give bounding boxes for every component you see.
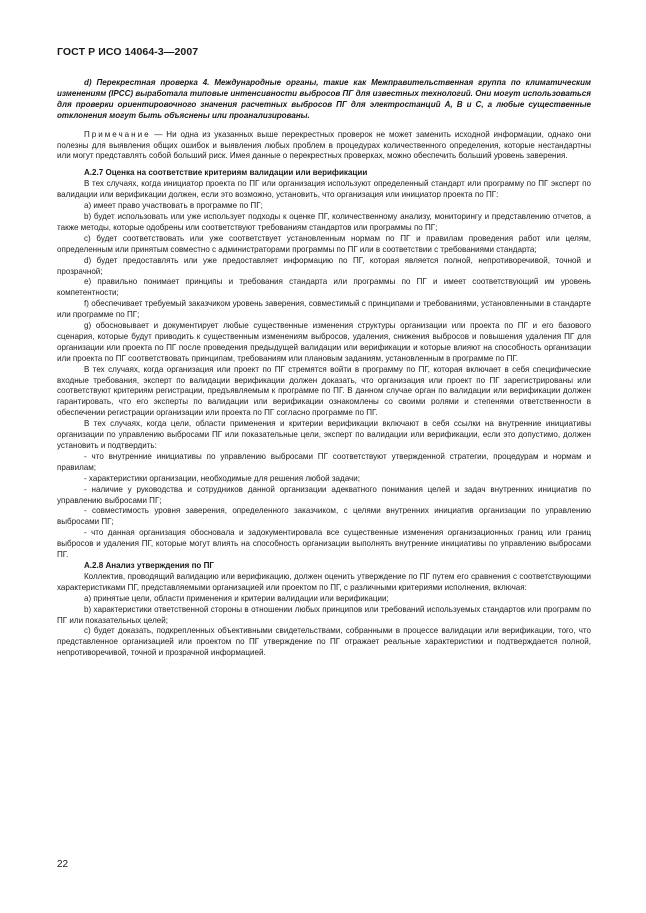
- page-body: [57, 78, 591, 659]
- list-item: c) будет доказать, подкрепленных объективными свидетельствами, собранными в процессе валидации или верификации, того, что представленное организацией или проектом по ПГ утверждение по ПГ отражает реальные характеристики и подтверждается полной, непротиворечивой, точной и прозрачной информацией.: [57, 626, 591, 658]
- list-item: - наличие у руководства и сотрудников данной организации адекватного понимания целей и задач внутренних инициатив по управлению выбросами ПГ;: [57, 484, 591, 505]
- note-paragraph: [57, 130, 591, 163]
- list-item: a) принятые цели, области применения и критерии валидации или верификации;: [84, 593, 389, 603]
- cross-check-paragraph: d) Перекрестная проверка 4. Международные органы, такие как Межправительственная группа по климатическим изменениям (IPCC) выработала типовые интенсивности выбросов ПГ для известных технологий. Они могут использоваться для проверки ориентировочного значения расчетных выбросов ПГ для электростанций А, В и С, а любые существенные отклонения могут быть объяснены или проанализированы.: [57, 78, 591, 120]
- list-item: - что внутренние инициативы по управлению выбросами ПГ соответствуют утвержденной стратегии, процедурам и нормам и правилам;: [57, 451, 591, 472]
- section-heading-a28: А.2.8 Анализ утверждения по ПГ: [84, 560, 214, 570]
- list-item: b) характеристики ответственной стороны в отношении любых принципов или требований используемых стандартов или программ по ПГ или показательных целей;: [57, 604, 591, 625]
- list-item: d) будет предоставлять или уже предоставляет информацию по ПГ, которая является полной, непротиворечивой, точной и прозрачной;: [57, 255, 591, 276]
- note-label: Примечание: [84, 129, 151, 139]
- list-item: b) будет использовать или уже использует подходы к оценке ПГ, количественному анализу, мониторингу и представлению отчетов, а также методы, которые одобрены или соответствуют требованиям стандартов или программы по ПГ;: [57, 211, 591, 232]
- list-item: - совместимость уровня заверения, определенного заказчиком, с целями внутренних инициатив организации по управлению выбросами ПГ;: [57, 506, 591, 527]
- list-item: c) будет соответствовать или уже соответствует установленным нормам по ПГ и правилам проведения работ или целям, определенным или принятым совместно с администраторами программы по ПГ или в соответствии с требованиями стандарта;: [57, 233, 591, 254]
- paragraph: Коллектив, проводящий валидацию или верификацию, должен оценить утверждение по ПГ путем его сравнения с соответствующими характеристиками ПГ, представляемыми организацией или проектом по ПГ, с различными критериями исполнения, включая:: [57, 571, 591, 592]
- page-number: 22: [57, 859, 69, 870]
- note-text: — Ни одна из указанных выше перекрестных проверок не может заменить исходной информации, однако они полезны для выявления общих ошибок и выявления любых проблем в процедурах количественного определения, которые нестандартны или могут представлять собой больший риск. Имея данные о перекрестных проверках, можно обеспечить больший уровень заверения.: [57, 129, 591, 161]
- paragraph: В тех случаях, когда инициатор проекта по ПГ или организация используют определенный стандарт или программу по ПГ эксперт по валидации или верификации должен, если это возможно, установить, что организация или инициатор проекта по ПГ:: [57, 179, 591, 200]
- list-item: - что данная организация обосновала и задокументировала все существенные изменения организационных границ или границ выбросов и удаления ПГ, которые могут влиять на способность организации выполнять внутренние инициативы по управлению выбросами ПГ.: [57, 528, 591, 560]
- list-item: g) обосновывает и документирует любые существенные изменения структуры организации или проекта по ПГ и его базового сценария, которые будут приводить к существенным изменениям выбросов, удаления, снижения выбросов и повышения удаления ПГ для организации или проекта по ПГ после проведения предыдущей валидации или верификации и которые влияют на способность организации или проекта по ПГ соответствовать принципам, требованиям или плановым заданиям, установленным в программе по ПГ.: [57, 321, 591, 363]
- paragraph: В тех случаях, когда цели, области применения и критерии верификации включают в себя ссылки на внутренние инициативы организации по управлению выбросами ПГ или показательные цели, эксперт по валидации или верификации, если это допустимо, должен установить и подтвердить:: [57, 419, 591, 450]
- paragraph: В тех случаях, когда организация или проект по ПГ стремятся войти в программу по ПГ, которая включает в себя специфические входные требования, эксперт по валидации верификации должен доказать, что организация или проект по ПГ зарегистрированы или соответствуют критериям регистрации, предъявляемым к программе по ПГ. В данном случае орган по валидации или верификации должен гарантировать, что его эксперты по валидации или верификации ознакомлены со своими ролями и степенями ответственности в обеспечении регистрации организации или проекта по ПГ согласно программе по ПГ.: [57, 364, 591, 418]
- list-item: a) имеет право участвовать в программе по ПГ;: [84, 201, 263, 211]
- list-item: - характеристики организации, необходимые для решения любой задачи;: [84, 473, 360, 483]
- document-id: ГОСТ Р ИСО 14064-3—2007: [57, 46, 199, 58]
- list-item: e) правильно понимает принципы и требования стандарта или программы по ПГ и имеет соответствующий им уровень компетентности;: [57, 277, 591, 298]
- section-heading-a27: А.2.7 Оценка на соответствие критериям валидации или верификации: [84, 168, 368, 178]
- list-item: f) обеспечивает требуемый заказчиком уровень заверения, совместимый с принципами и требованиями, установленными в стандарте или программе по ПГ;: [57, 299, 591, 320]
